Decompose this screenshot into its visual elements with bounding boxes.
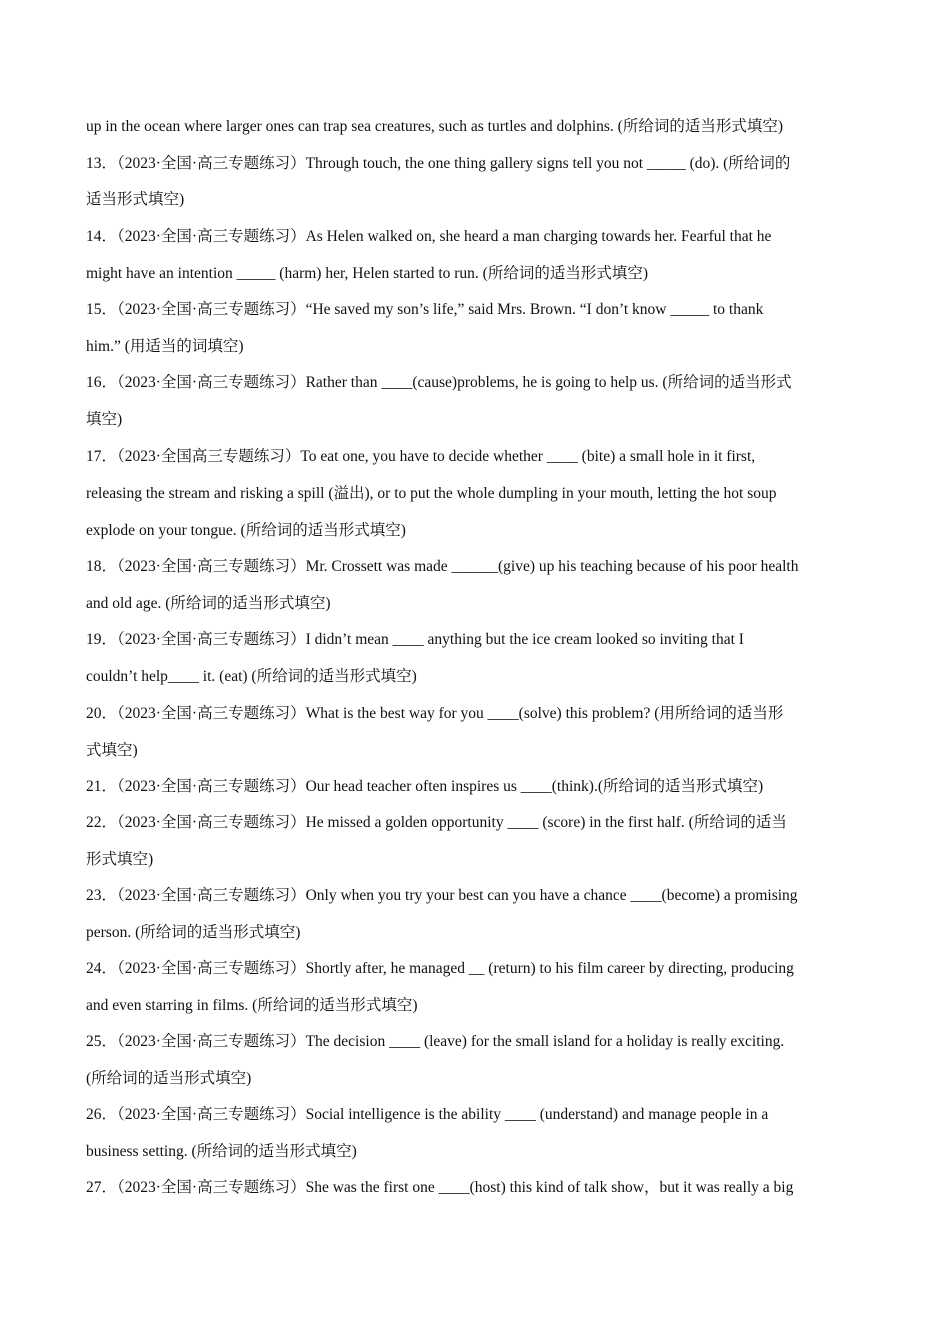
text-line: 25．（2023·全国·高三专题练习）The decision ____ (leave) for the small island for a holiday is really exciting. [86, 1033, 785, 1050]
text-line: 24．（2023·全国·高三专题练习）Shortly after, he managed __ (return) to his film career by directing, producing [86, 960, 794, 977]
text-line: 17．（2023·全国高三专题练习）To eat one, you have to decide whether ____ (bite) a small hole in it first, [86, 448, 756, 465]
text-line: 15．（2023·全国·高三专题练习）“He saved my son’s life,” said Mrs. Brown. “I don’t know _____ to thank [86, 301, 764, 318]
text-line: releasing the stream and risking a spill (溢出), or to put the whole dumpling in your mouth, letting the hot soup [86, 485, 777, 502]
text-line: and old age. (所给词的适当形式填空) [86, 595, 331, 612]
text-line: 16．（2023·全国·高三专题练习）Rather than ____(cause)problems, he is going to help us. (所给词的适当形式 [86, 374, 792, 391]
text-line: 适当形式填空) [86, 191, 185, 208]
text-line: person. (所给词的适当形式填空) [86, 924, 301, 941]
text-line: 形式填空) [86, 851, 154, 868]
text-line: explode on your tongue. (所给词的适当形式填空) [86, 522, 406, 539]
text-line: 18．（2023·全国·高三专题练习）Mr. Crossett was made ______(give) up his teaching because of his poor health [86, 558, 799, 575]
text-line: 式填空) [86, 742, 138, 759]
text-line: up in the ocean where larger ones can trap sea creatures, such as turtles and dolphins. (所给词的适当形式填空) [86, 118, 784, 135]
text-line: 23．（2023·全国·高三专题练习）Only when you try your best can you have a chance ____(become) a promising [86, 887, 798, 904]
text-line: 19．（2023·全国·高三专题练习）I didn’t mean ____ anything but the ice cream looked so inviting that I [86, 631, 744, 648]
text-line: 26．（2023·全国·高三专题练习）Social intelligence is the ability ____ (understand) and manage people in a [86, 1106, 769, 1123]
text-line: might have an intention _____ (harm) her, Helen started to run. (所给词的适当形式填空) [86, 265, 648, 282]
text-line: 27．（2023·全国·高三专题练习）She was the first one ____(host) this kind of talk show，but it was really a big [86, 1179, 794, 1196]
text-line: 21．（2023·全国·高三专题练习）Our head teacher often inspires us ____(think).(所给词的适当形式填空) [86, 778, 764, 795]
text-line: him.” (用适当的词填空) [86, 338, 244, 355]
text-line: and even starring in films. (所给词的适当形式填空) [86, 997, 418, 1014]
text-line: 20．（2023·全国·高三专题练习）What is the best way for you ____(solve) this problem? (用所给词的适当形 [86, 705, 784, 722]
text-line: 14．（2023·全国·高三专题练习）As Helen walked on, she heard a man charging towards her. Fearful that he [86, 228, 772, 245]
document-page [86, 108, 866, 1206]
text-line: couldn’t help____ it. (eat) (所给词的适当形式填空) [86, 668, 417, 685]
text-line: 22．（2023·全国·高三专题练习）He missed a golden opportunity ____ (score) in the first half. (所给词的适当 [86, 814, 787, 831]
text-line: 填空) [86, 411, 123, 428]
text-line: business setting. (所给词的适当形式填空) [86, 1143, 357, 1160]
text-line: (所给词的适当形式填空) [86, 1070, 252, 1087]
text-line: 13．（2023·全国·高三专题练习）Through touch, the one thing gallery signs tell you not _____ (do). (所给词的 [86, 155, 791, 172]
